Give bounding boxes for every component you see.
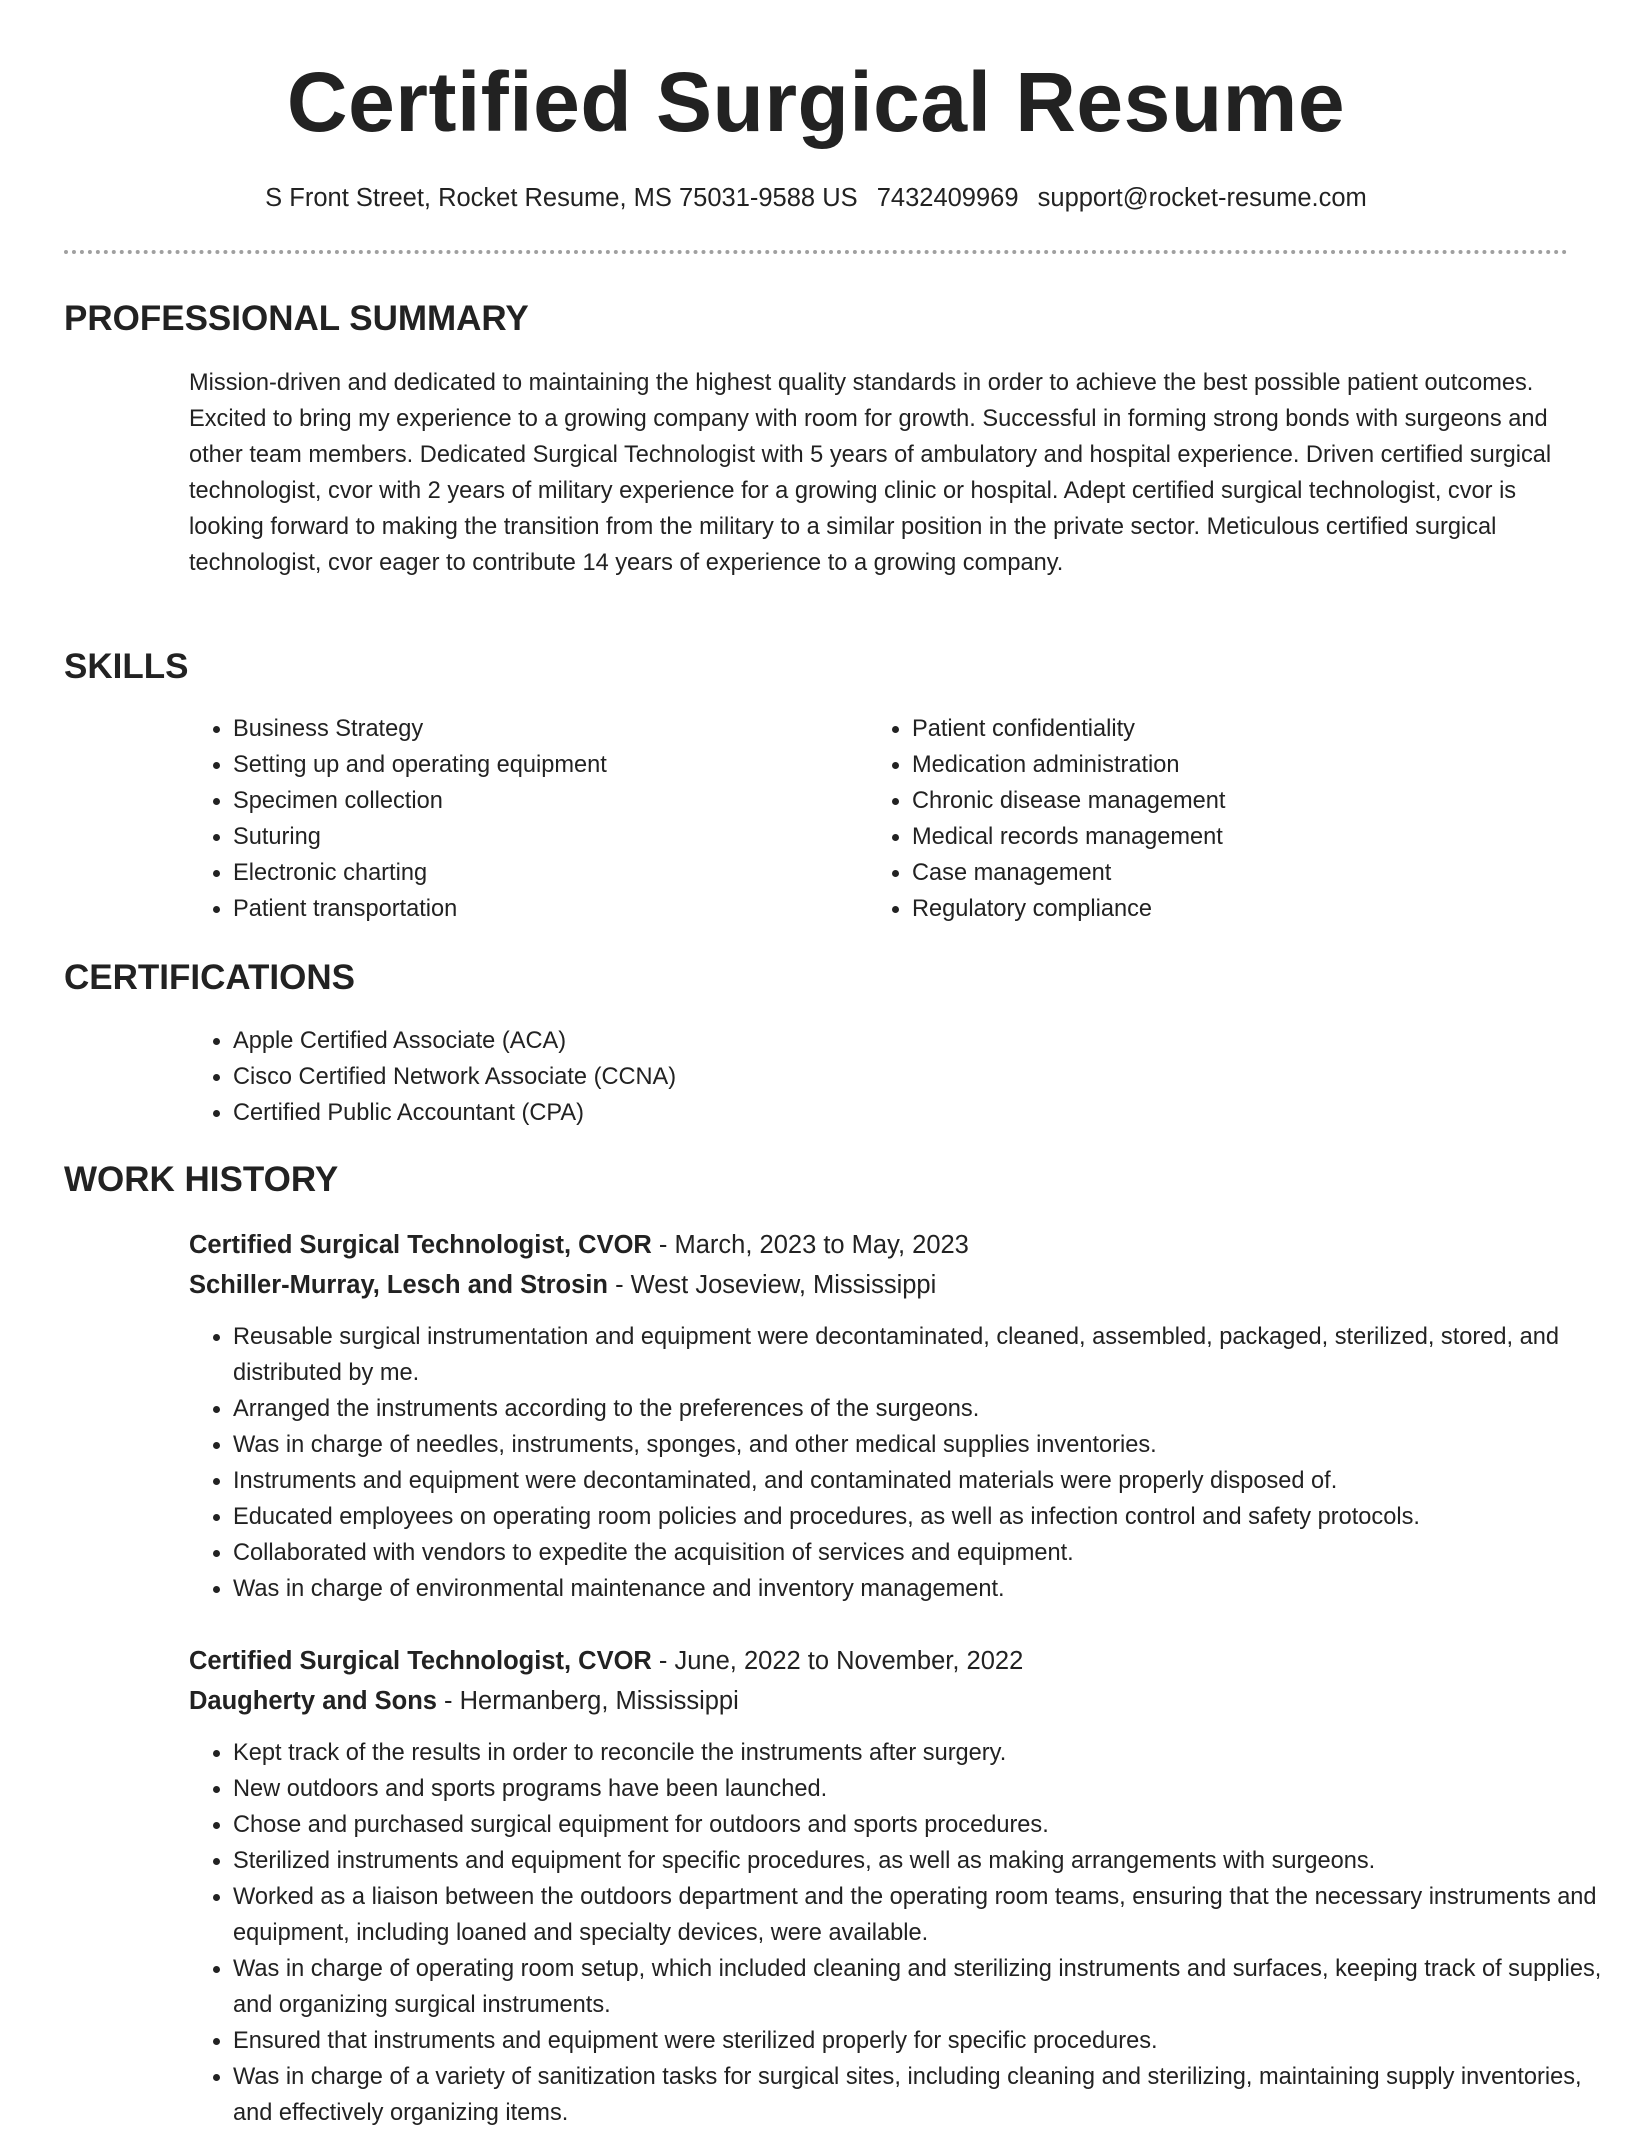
job-bullet: • Collaborated with vendors to expedite the acquisition of services and equipment. [233, 1535, 1613, 1571]
job-bullet: • Ensured that instruments and equipment were sterilized properly for specific procedures. [233, 2023, 1613, 2059]
skill-item: • Specimen collection [233, 783, 813, 819]
job-bullets [189, 1735, 1613, 2131]
skill-item: • Business Strategy [233, 711, 813, 747]
job-bullet: • Chose and purchased surgical equipment for outdoors and sports procedures. [233, 1807, 1613, 1843]
job-bullet: • Was in charge of a variety of sanitization tasks for surgical sites, including cleaning and sterilizing, maintaining supply inventories, and effectively organizing items. [233, 2059, 1613, 2131]
job-bullet: • Sterilized instruments and equipment for specific procedures, as well as making arrangements with surgeons. [233, 1843, 1613, 1879]
skill-item: • Patient transportation [233, 891, 813, 927]
job-title-line [189, 1641, 1023, 1681]
job-bullet: • Kept track of the results in order to reconcile the instruments after surgery. [233, 1735, 1613, 1771]
skill-item: • Chronic disease management [912, 783, 1532, 819]
skills-list-right [868, 711, 1532, 927]
job-bullet: • Was in charge of operating room setup, which included cleaning and sterilizing instruments and surfaces, keeping track of supplies, and organizing surgical instruments. [233, 1951, 1613, 2023]
section-title-summary: PROFESSIONAL SUMMARY [64, 299, 529, 338]
header-divider [64, 250, 1568, 254]
job-bullet: • Worked as a liaison between the outdoors department and the operating room teams, ensuring that the necessary instruments and equipment, including loaned and specialty devices, were available. [233, 1879, 1613, 1951]
job-bullet: • Educated employees on operating room policies and procedures, as well as infection control and safety protocols. [233, 1499, 1613, 1535]
certification-item: • Certified Public Accountant (CPA) [233, 1095, 1613, 1131]
job-bullet: • New outdoors and sports programs have been launched. [233, 1771, 1613, 1807]
contact-email: support@rocket-resume.com [1037, 184, 1367, 212]
job-location: - West Joseview, Mississippi [607, 1271, 937, 1299]
certifications-list [189, 1023, 1613, 1131]
resume-name: Certified Surgical Resume [286, 55, 1346, 149]
skill-item: • Medical records management [912, 819, 1532, 855]
job-company: Schiller-Murray, Lesch and Strosin [189, 1271, 608, 1299]
job-title: Certified Surgical Technologist, CVOR [189, 1231, 652, 1259]
job-dates: - March, 2023 to May, 2023 [651, 1231, 969, 1259]
job-bullet: • Instruments and equipment were decontaminated, and contaminated materials were properly disposed of. [233, 1463, 1613, 1499]
skill-item: • Patient confidentiality [912, 711, 1532, 747]
job-title-line [189, 1225, 969, 1265]
section-title-certifications: CERTIFICATIONS [64, 958, 356, 997]
job-location: - Hermanberg, Mississippi [436, 1687, 739, 1715]
section-title-work-history: WORK HISTORY [64, 1160, 339, 1199]
skill-item: • Regulatory compliance [912, 891, 1532, 927]
job-bullet: • Was in charge of needles, instruments, sponges, and other medical supplies inventories. [233, 1427, 1613, 1463]
contact-address: S Front Street, Rocket Resume, MS 75031-9588 US [265, 184, 858, 212]
contact-phone: 7432409969 [876, 184, 1019, 212]
job-company: Daugherty and Sons [189, 1687, 437, 1715]
certification-item: • Cisco Certified Network Associate (CCNA) [233, 1059, 1613, 1095]
job-bullet: • Was in charge of environmental maintenance and inventory management. [233, 1571, 1613, 1607]
job-bullet: • Arranged the instruments according to the preferences of the surgeons. [233, 1391, 1613, 1427]
job-title: Certified Surgical Technologist, CVOR [189, 1647, 652, 1675]
contact-line [0, 181, 1632, 215]
job-bullets [189, 1319, 1613, 1607]
job-bullet: • Reusable surgical instrumentation and equipment were decontaminated, cleaned, assembled, packaged, sterilized, stored, and distributed by me. [233, 1319, 1613, 1391]
skill-item: • Electronic charting [233, 855, 813, 891]
certification-item: • Apple Certified Associate (ACA) [233, 1023, 1613, 1059]
section-title-skills: SKILLS [64, 647, 189, 686]
summary-text: Mission-driven and dedicated to maintaining the highest quality standards in order to achieve the best possible patient outcomes. Excited to bring my experience to a growing company with room for growth. Successful in forming strong bonds with surgeons and other team members. Dedicated Surgical Technologist with 5 years of ambulatory and hospital experience. Driven certified surgical technologist, cvor with 2 years of military experience for a growing clinic or hospital. Adept certified surgical technologist, cvor is looking forward to making the transition from the military to a similar position in the private sector. Meticulous certified surgical technologist, cvor eager to contribute 14 years of experience to a growing company. [189, 370, 1552, 576]
job-company-line [189, 1681, 739, 1721]
skill-item: • Case management [912, 855, 1532, 891]
skills-list-left [189, 711, 813, 927]
job-dates: - June, 2022 to November, 2022 [651, 1647, 1024, 1675]
skill-item: • Medication administration [912, 747, 1532, 783]
skill-item: • Setting up and operating equipment [233, 747, 813, 783]
job-company-line [189, 1265, 936, 1305]
skill-item: • Suturing [233, 819, 813, 855]
